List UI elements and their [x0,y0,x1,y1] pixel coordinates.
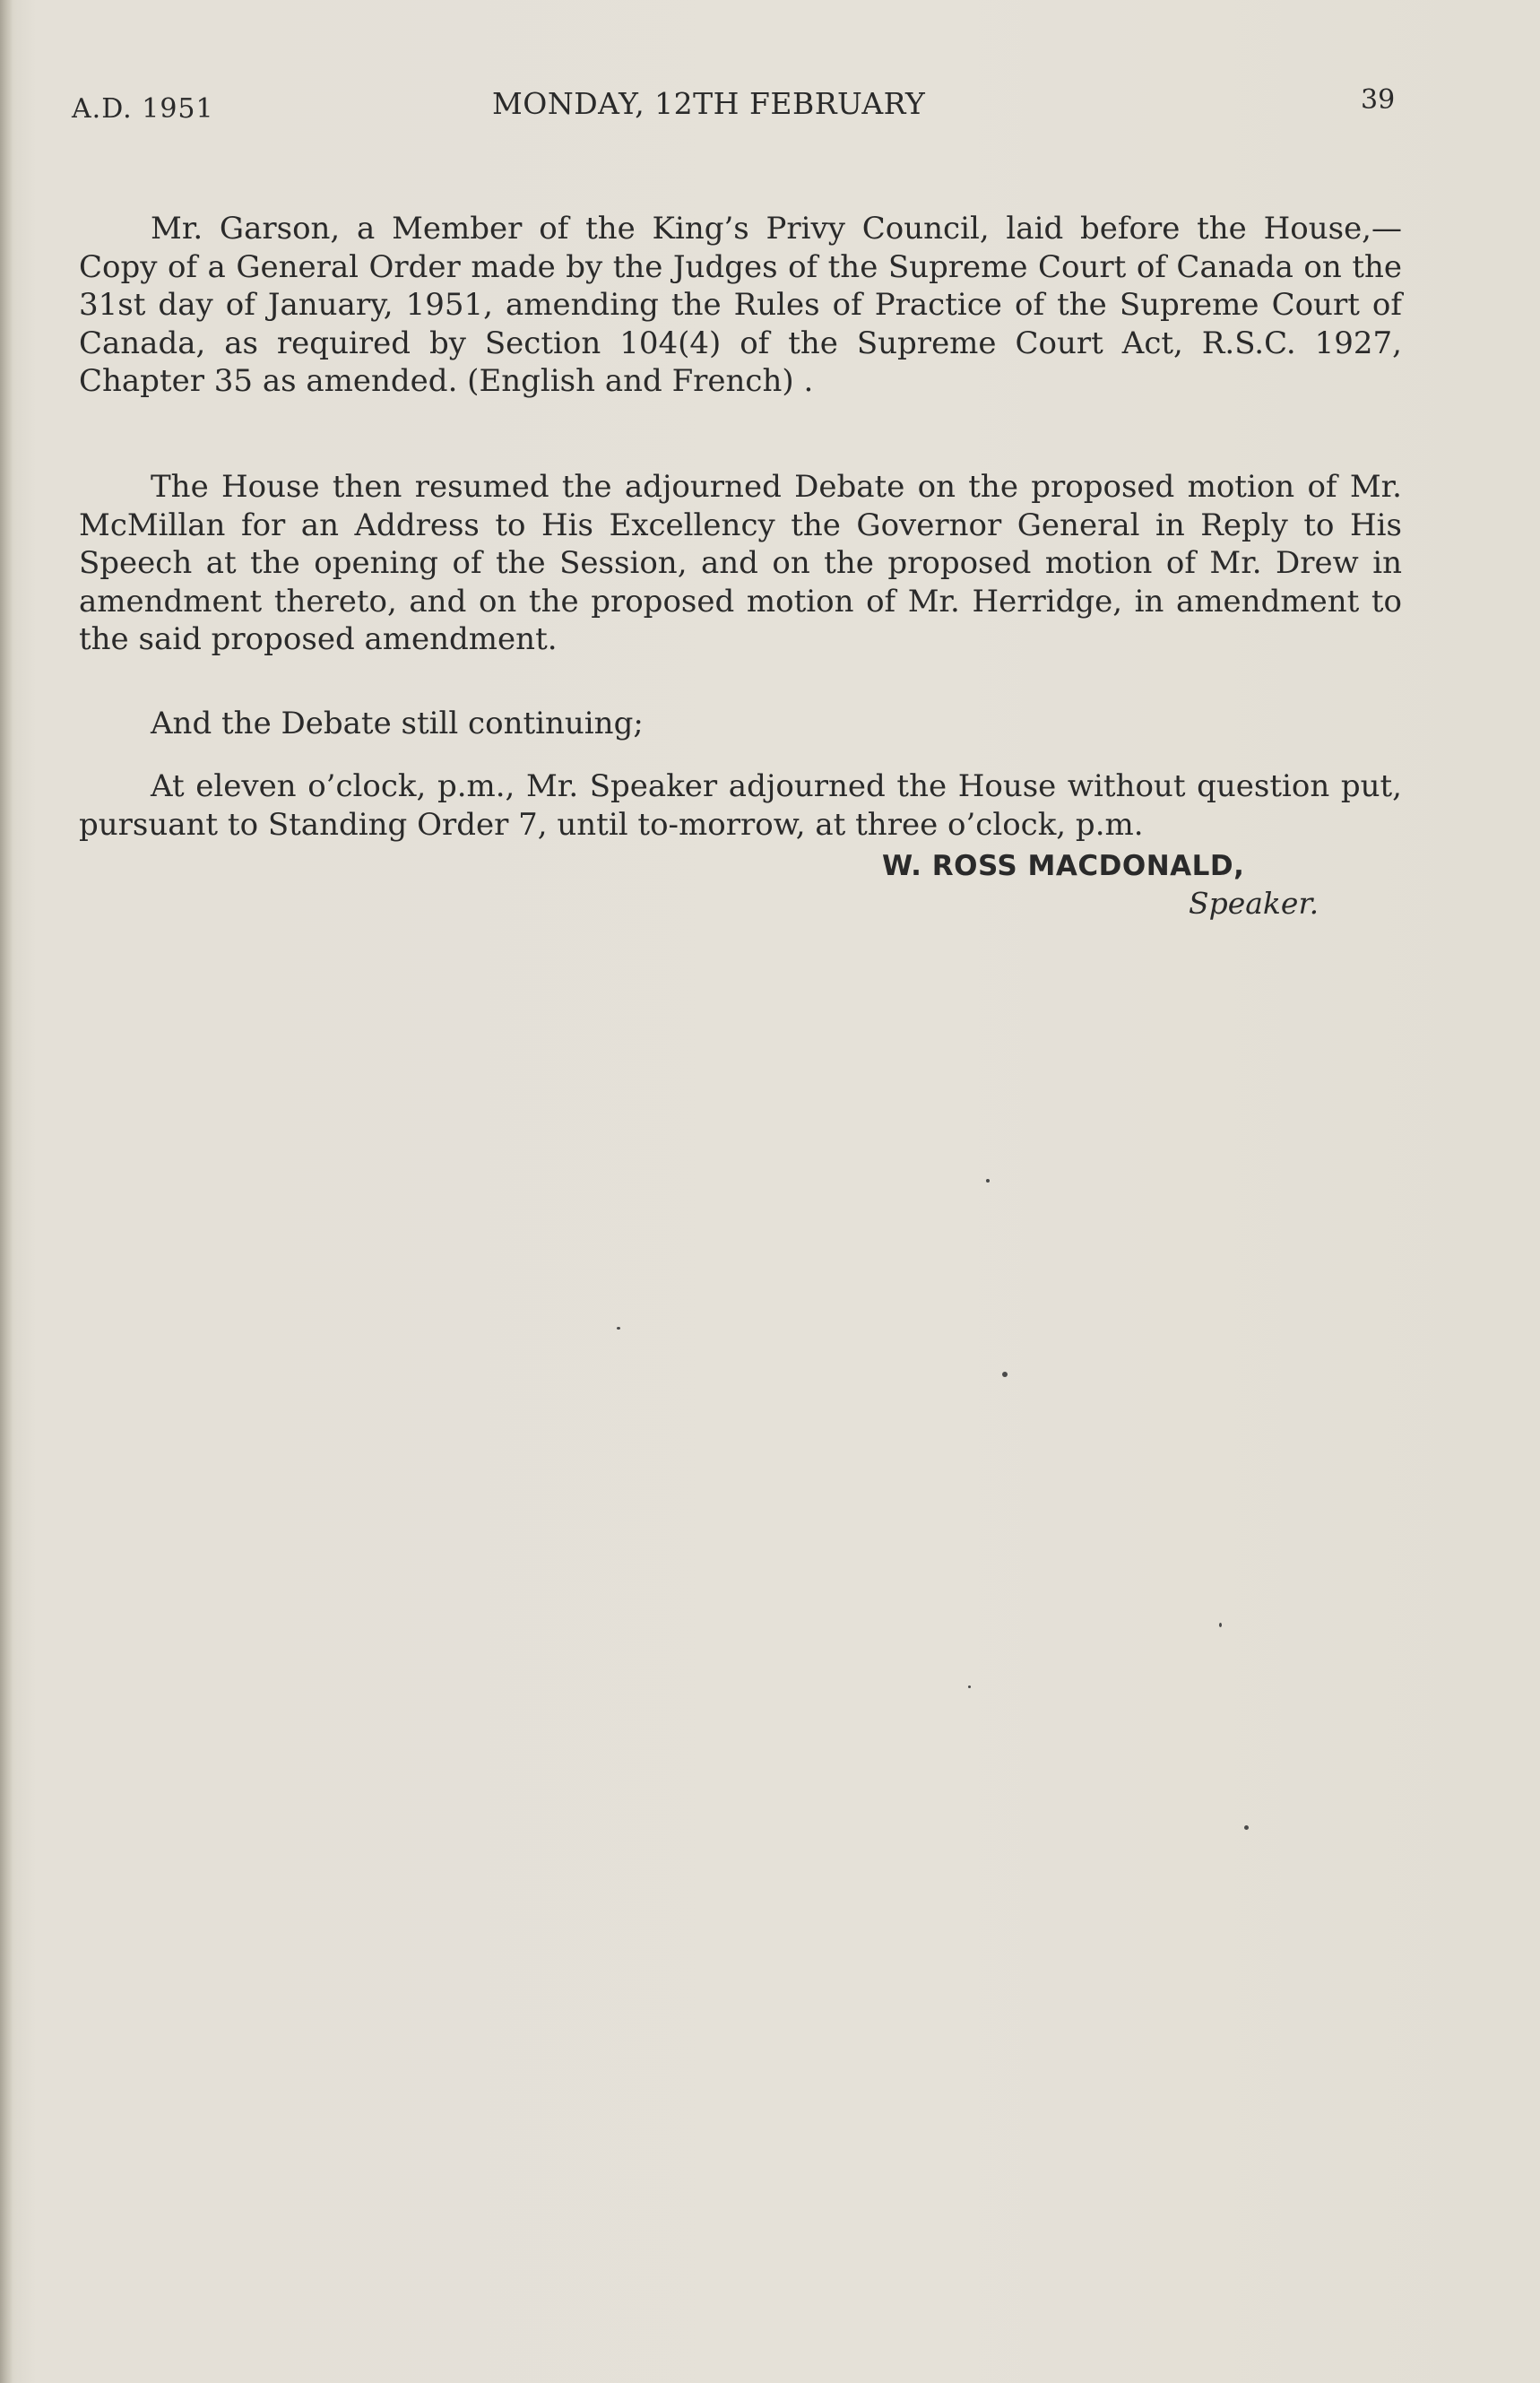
speaker-title: Speaker. [1189,886,1319,921]
header-date: MONDAY, 12TH FEBRUARY [492,86,926,121]
page-number: 39 [1361,84,1396,116]
speaker-name: W. ROSS MACDONALD, [882,850,1245,882]
signature-block [0,850,1540,958]
print-speck [968,1685,971,1688]
paragraph-debate-continuing: And the Debate still continuing; [151,706,644,741]
page-spine-edge [0,0,13,2383]
print-speck [617,1327,620,1330]
paragraph-adjournment: At eleven o’clock, p.m., Mr. Speaker adjourned the House without question put, pursuant to Standing Order 7, until to-morrow, at three o’clock, p.m. [79,768,1402,843]
print-speck [1002,1372,1008,1377]
print-speck [1219,1623,1222,1627]
header-year: A.D. 1951 [72,93,214,125]
paragraph-adjourned-debate: The House then resumed the adjourned Debate on the proposed motion of Mr. McMillan for an Address to His Excellency the Governor General in Reply to His Speech at the opening of the Session, and on the proposed motion of Mr. Drew in amendment thereto, and on the proposed motion of Mr. Herridge, in amendment to the said proposed amendment. [79,469,1402,657]
running-header [0,0,1540,179]
paragraph-garson-order: Mr. Garson, a Member of the King’s Privy Council, laid before the House,— Copy of a General Order made by the Judges of the Supreme Court of Canada on the 31st day of January, 1951, amending the Rules of Practice of the Supreme Court of Canada, as required by Section 104(4) of the Supreme Court Act, R.S.C. 1927, Chapter 35 as amended. (English and French) . [79,211,1402,399]
print-speck [986,1179,990,1183]
print-speck [1244,1825,1249,1830]
